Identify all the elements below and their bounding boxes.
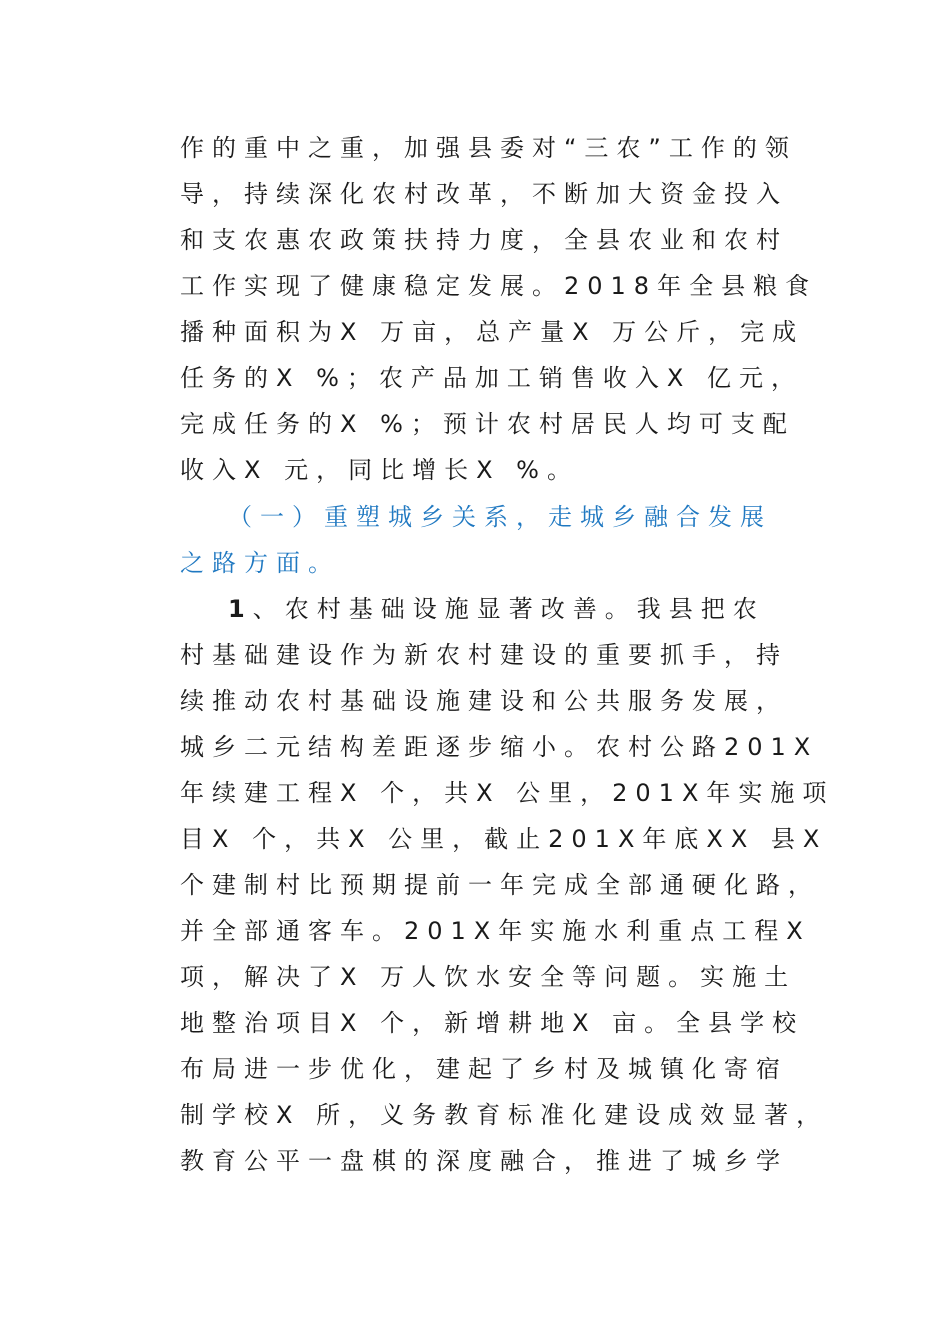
paragraph-line: 项，解决了X 万人饮水安全等问题。实施土 (180, 963, 797, 991)
paragraph-line: 导，持续深化农村改革，不断加大资金投入 (180, 180, 788, 208)
paragraph-line: 教育公平一盘棋的深度融合，推进了城乡学 (180, 1147, 788, 1175)
paragraph-line: 村基础建设作为新农村建设的重要抓手，持 (180, 641, 788, 669)
paragraph-line: 并全部通客车。201X年实施水利重点工程X (180, 917, 811, 945)
paragraph-line: 年续建工程X 个，共X 公里，201X年实施项 (180, 779, 835, 807)
paragraph-line: 制学校X 所，义务教育标准化建设成效显著， (180, 1101, 829, 1129)
paragraph-line: 任务的X %；农产品加工销售收入X 亿元， (180, 364, 803, 392)
paragraph-line: 城乡二元结构差距逐步缩小。农村公路201X (180, 733, 819, 761)
paragraph-line: 播种面积为X 万亩，总产量X 万公斤，完成 (180, 318, 805, 346)
item-title-text: 、农村基础设施显著改善。我县把农 (252, 595, 765, 623)
paragraph-line: 完成任务的X %；预计农村居民人均可支配 (180, 410, 795, 438)
paragraph-line: 续推动农村基础设施建设和公共服务发展， (180, 687, 788, 715)
paragraph-line: 个建制村比预期提前一年完成全部通硬化路， (180, 871, 820, 899)
paragraph-line: 收入X 元，同比增长X %。 (180, 456, 579, 484)
paragraph-line: 布局进一步优化，建起了乡村及城镇化寄宿 (180, 1055, 788, 1083)
item-1-first-line (228, 592, 765, 626)
paragraph-line: 和支农惠农政策扶持力度，全县农业和农村 (180, 226, 788, 254)
paragraph-line: 工作实现了健康稳定发展。2018年全县粮食 (180, 272, 818, 300)
paragraph-line: 地整治项目X 个，新增耕地X 亩。全县学校 (180, 1009, 805, 1037)
paragraph-line: 目X 个，共X 公里，截止201X年底XX 县X (180, 825, 828, 853)
section-heading-continued: 之路方面。 (180, 549, 340, 577)
section-heading: （一）重塑城乡关系，走城乡融合发展 (228, 503, 772, 531)
paragraph-line: 作的重中之重，加强县委对“三农”工作的领 (180, 134, 797, 162)
item-number: 1 (228, 595, 253, 623)
